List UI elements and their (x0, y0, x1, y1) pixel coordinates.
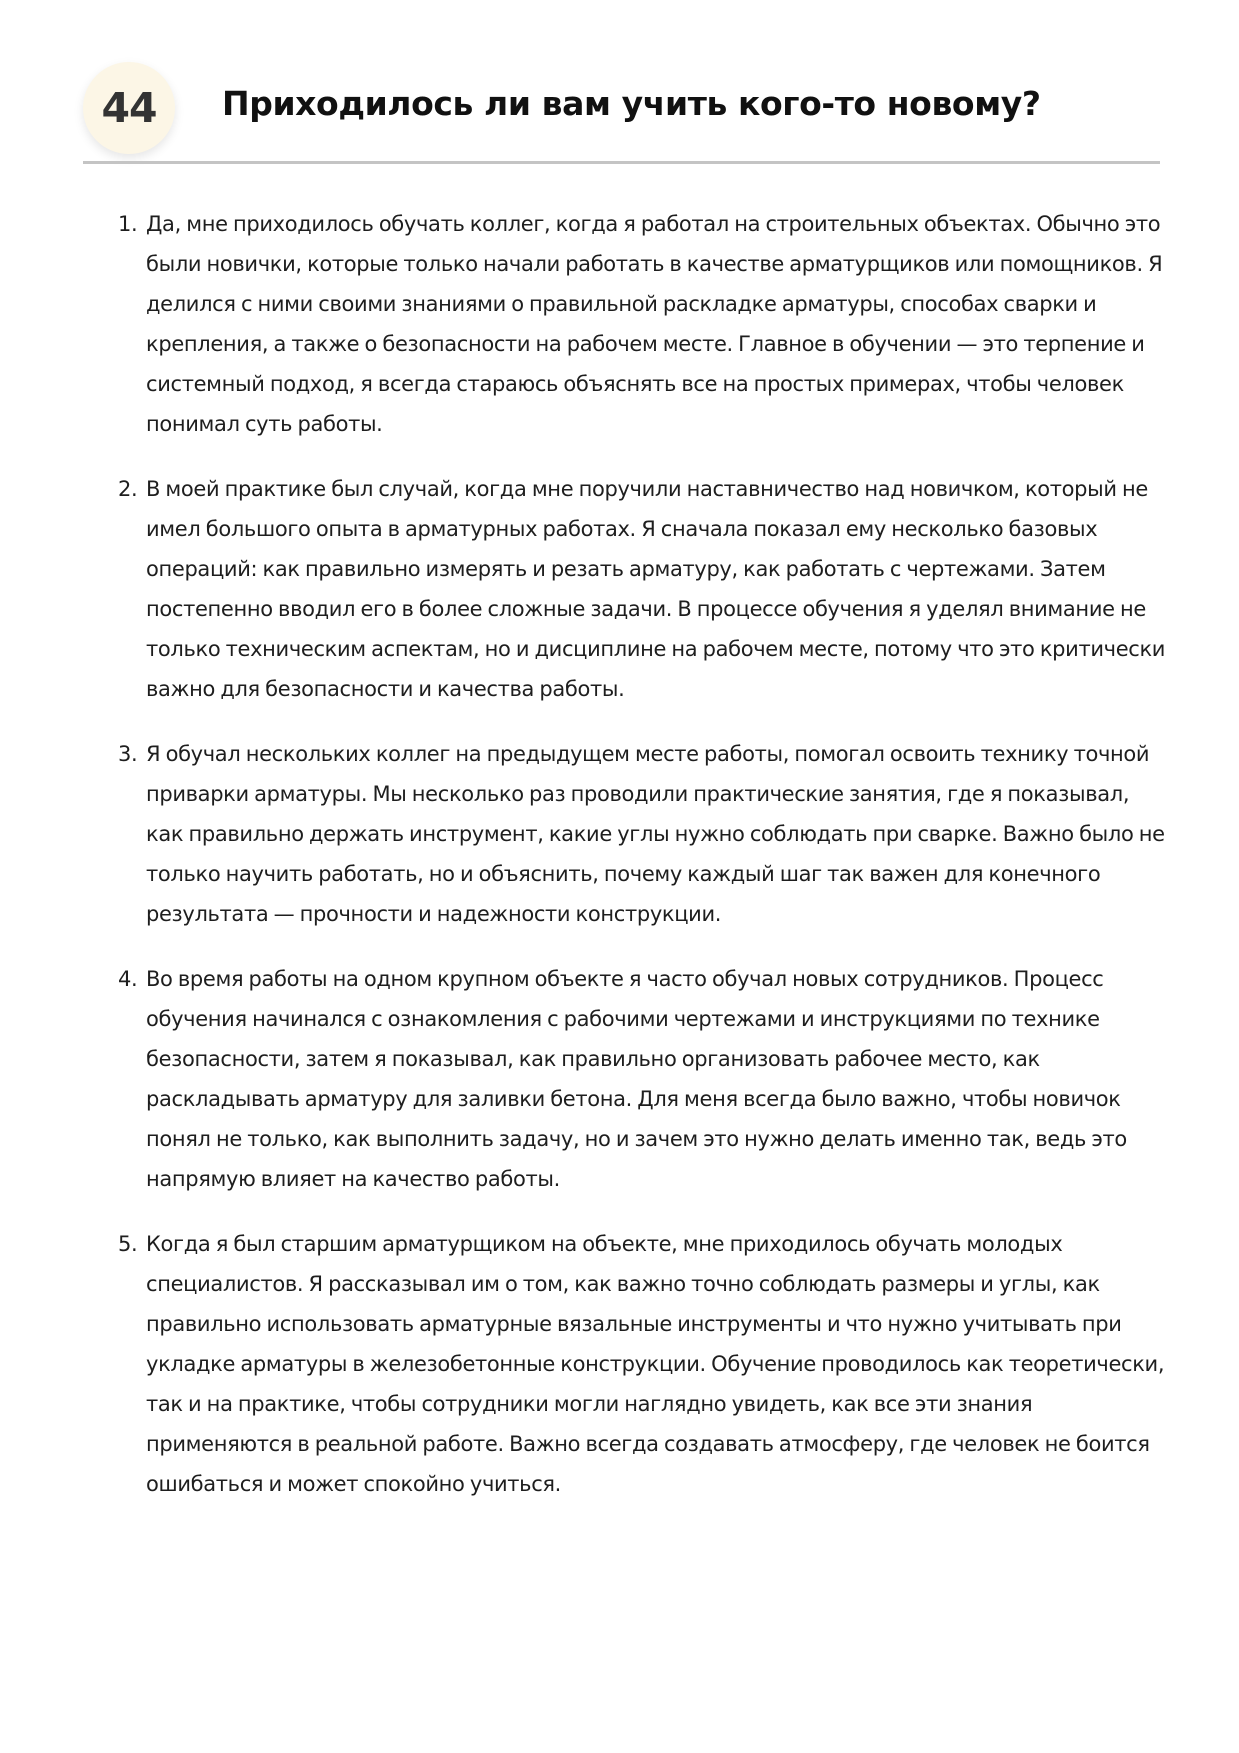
header-divider (83, 161, 1160, 164)
answer-item (118, 1224, 1168, 1504)
answer-number: 1. (118, 212, 138, 236)
answer-text: Во время работы на одном крупном объекте я часто обучал новых сотрудников. Процесс обучения начинался с ознакомления с рабочими чертежами и инструкциями по технике безопасности, затем я показывал, как правильно организовать рабочее место, как раскладывать арматуру для заливки бетона. Для меня всегда было важно, чтобы новичок понял не только, как выполнить задачу, но и зачем это нужно делать именно так, ведь это напрямую влияет на качество работы. (146, 967, 1127, 1191)
answer-item (118, 734, 1168, 934)
answer-text: Я обучал нескольких коллег на предыдущем месте работы, помогал освоить технику точной приварки арматуры. Мы несколько раз проводили практические занятия, где я показывал, как правильно держать инструмент, какие углы нужно соблюдать при сварке. Важно было не только научить работать, но и объяснить, почему каждый шаг так важен для конечного результата — прочности и надежности конструкции. (146, 742, 1165, 926)
answer-item (118, 959, 1168, 1199)
answer-number: 3. (118, 742, 138, 766)
answer-text: В моей практике был случай, когда мне поручили наставничество над новичком, который не имел большого опыта в арматурных работах. Я сначала показал ему несколько базовых операций: как правильно измерять и резать арматуру, как работать с чертежами. Затем постепенно вводил его в более сложные задачи. В процессе обучения я уделял внимание не только техническим аспектам, но и дисциплине на рабочем месте, потому что это критически важно для безопасности и качества работы. (146, 477, 1166, 701)
answer-number: 2. (118, 477, 138, 501)
answer-number: 4. (118, 967, 138, 991)
answer-text: Когда я был старшим арматурщиком на объекте, мне приходилось обучать молодых специалистов. Я рассказывал им о том, как важно точно соблюдать размеры и углы, как правильно использовать арматурные вязальные инструменты и что нужно учитывать при укладке арматуры в железобетонные конструкции. Обучение проводилось как теоретически, так и на практике, чтобы сотрудники могли наглядно увидеть, как все эти знания применяются в реальной работе. Важно всегда создавать атмосферу, где человек не боится ошибаться и может спокойно учиться. (146, 1232, 1165, 1496)
answer-text: Да, мне приходилось обучать коллег, когда я работал на строительных объектах. Обычно это были новички, которые только начали работать в качестве арматурщиков или помощников. Я делился с ними своими знаниями о правильной раскладке арматуры, способах сварки и крепления, а также о безопасности на рабочем месте. Главное в обучении — это терпение и системный подход, я всегда стараюсь объяснять все на простых примерах, чтобы человек понимал суть работы. (146, 212, 1163, 436)
answer-item (118, 469, 1168, 709)
answer-item (118, 204, 1168, 444)
question-header (83, 60, 1160, 164)
question-number-badge: 44 (83, 62, 175, 154)
answer-list (118, 204, 1168, 1529)
question-title: Приходилось ли вам учить кого-то новому? (222, 84, 1041, 123)
answer-number: 5. (118, 1232, 138, 1256)
